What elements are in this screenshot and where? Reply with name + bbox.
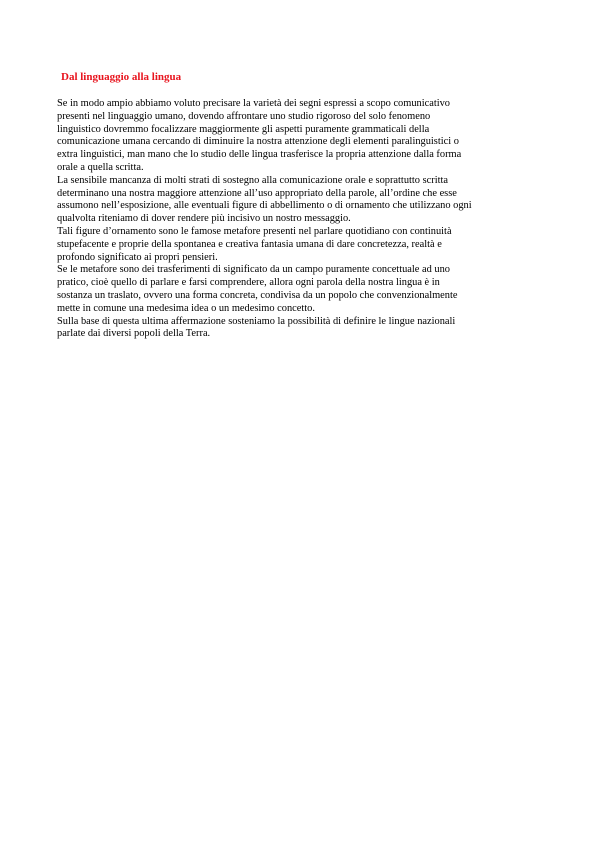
body-line: mette in comune una medesima idea o un medesimo concetto. (57, 302, 315, 314)
body-line: presenti nel linguaggio umano, dovendo affrontare uno studio rigoroso del solo fenomeno (57, 110, 431, 122)
body-line: extra linguistici, man mano che lo studio delle lingua trasferisce la propria attenzione dalla forma (57, 149, 462, 161)
body-line: profondo significato ai propri pensieri. (57, 251, 218, 263)
body-line: parlate dai diversi popoli della Terra. (57, 328, 211, 340)
body-line: assumono nell’esposizione, alle eventuali figure di abbellimento o di ornamento che utilizzano ogni (57, 200, 472, 212)
body-line: La sensibile mancanza di molti strati di sostegno alla comunicazione orale e soprattutto scritta (57, 174, 448, 186)
body-line: Se le metafore sono dei trasferimenti di significato da un campo puramente concettuale ad uno (57, 264, 450, 276)
body-line: Se in modo ampio abbiamo voluto precisare la varietà dei segni espressi a scopo comunicativo (57, 98, 451, 109)
body-line: linguistico dovremmo focalizzare maggiormente gli aspetti puramente grammaticali della (57, 123, 430, 135)
body-line: Sulla base di questa ultima affermazione sosteniamo la possibilità di definire le lingue nazionali (57, 315, 456, 327)
body-line: sostanza un traslato, ovvero una forma concreta, condivisa da un popolo che convenzionalmente (57, 289, 458, 301)
document-body (57, 98, 541, 341)
body-line: qualvolta riteniamo di dover rendere più incisivo un nostro messaggio. (57, 213, 351, 225)
document-page (57, 70, 541, 341)
body-line: orale a quella scritta. (57, 161, 144, 173)
body-line: stupefacente e proprie della spontanea e creativa fantasia umana di dare concretezza, realtà e (57, 238, 442, 250)
body-line: comunicazione umana cercando di diminuire la nostra attenzione degli elementi paralinguistici o (57, 136, 459, 148)
body-line: Tali figure d’ornamento sono le famose metafore presenti nel parlare quotidiano con continuità (57, 225, 452, 237)
document-title: Dal linguaggio alla lingua (61, 71, 182, 83)
body-line: determinano una nostra maggiore attenzione all’uso appropriato della parole, all’ordine che esse (57, 187, 457, 199)
body-line: pratico, cioè quello di parlare e farsi comprendere, allora ogni parola della nostra lingua è in (57, 277, 440, 289)
